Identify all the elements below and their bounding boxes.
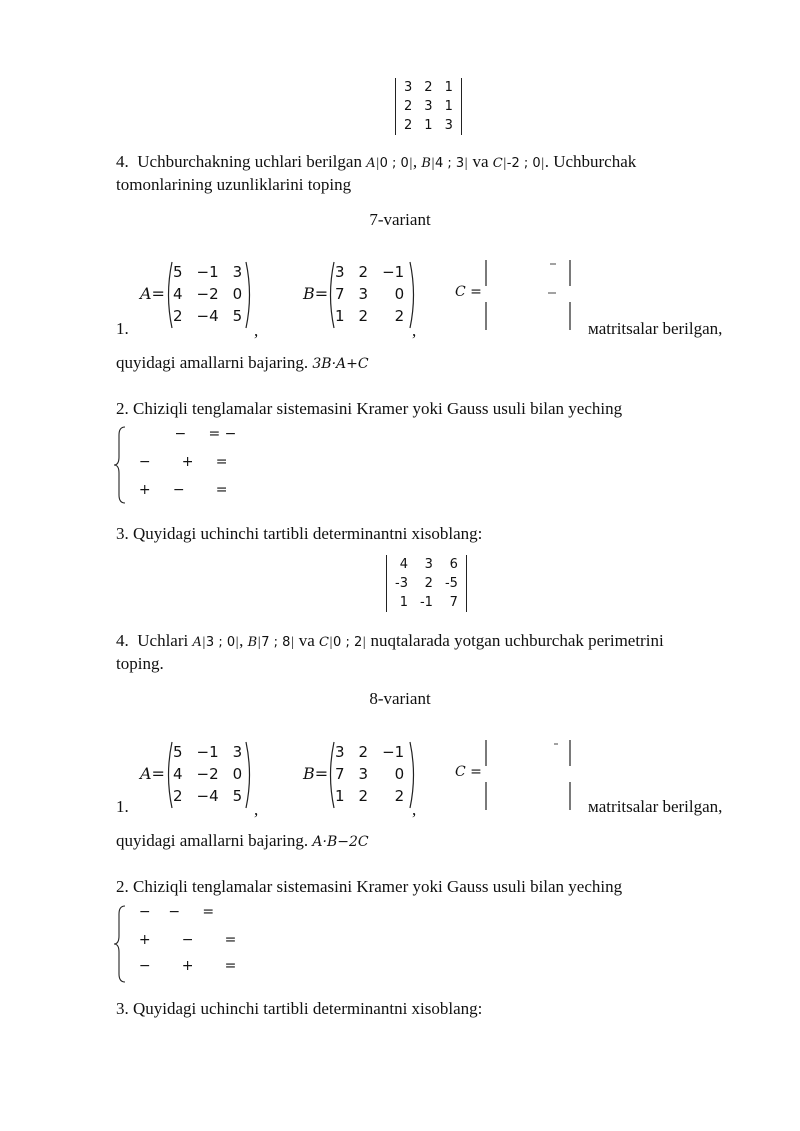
comma: , <box>412 800 417 819</box>
top-determinant <box>395 78 462 135</box>
matrix-cell: 2 <box>358 743 369 761</box>
matrix-cell: 4 <box>173 285 183 303</box>
matrix-cell: 3 <box>335 743 345 761</box>
matrix-cell: −1 <box>196 263 219 281</box>
point-a-coords: 0 ; 0 <box>379 156 409 171</box>
task-number: 1. <box>116 319 129 338</box>
conjunction: va <box>472 152 489 171</box>
task-text: Uchburchak <box>553 152 637 171</box>
matrix-cell: −2 <box>196 765 219 783</box>
task-text: 2. Chiziqli tenglamalar sistemasini Kramer yoki Gauss usuli bilan yeching <box>116 399 623 418</box>
matrix-cell: −2 <box>196 285 219 303</box>
det-cell: 2 <box>424 576 433 591</box>
system-brace <box>113 904 129 984</box>
matrix-cell: 1 <box>335 787 345 805</box>
det-cell: 2 <box>404 99 413 114</box>
matrix-cell: 7 <box>335 765 345 783</box>
matrix-cell: 5 <box>232 787 243 805</box>
task-text: мatritsalar berilgan, <box>588 797 723 816</box>
matrix-b <box>328 741 411 807</box>
matrix-b <box>328 261 411 327</box>
matrix-cell: 2 <box>394 787 405 805</box>
system-equation: − = − <box>130 426 237 442</box>
comma: , <box>254 800 259 819</box>
v8-task1-line2 <box>116 830 369 853</box>
v6-task4-line2: tomonlarining uzunliklarini toping <box>116 175 352 194</box>
matrix-cell: −4 <box>196 787 219 805</box>
det-cell: 2 <box>404 118 413 133</box>
matrix-cell: 4 <box>173 765 183 783</box>
conjunction: va <box>298 631 315 650</box>
v7-task4-line2: toping. <box>116 654 164 673</box>
v6-task4-line1: 4. Uchburchakning uchlari berilgan A|0 ; 0|, B|4 ; 3| va C|-2 ; 0|. Uchburchak <box>116 152 637 171</box>
point-b-coords: 4 ; 3 <box>434 156 465 171</box>
matrix-a-label: A= <box>140 284 165 303</box>
matrix-cell: 3 <box>232 263 243 281</box>
system-equation: − + = <box>130 958 237 974</box>
matrix-cell: 3 <box>232 743 243 761</box>
matrix-cell: −1 <box>382 743 405 761</box>
matrix-cell: 0 <box>394 765 405 783</box>
det-cell: 1 <box>444 80 453 95</box>
matrix-cell: 0 <box>232 765 243 783</box>
task-number: 1. <box>116 797 129 816</box>
system-equation: + − = <box>130 482 228 498</box>
point-c-coords: 0 ; 2 <box>333 635 363 650</box>
matrix-c-label: C = <box>455 284 482 300</box>
matrix-cell: 3 <box>335 263 345 281</box>
point-b-label: B <box>421 156 431 171</box>
point-c-label: C <box>492 156 503 171</box>
det-cell: 7 <box>449 595 458 610</box>
det-cell: 2 <box>424 80 433 95</box>
task-text: Uchlari <box>137 631 189 650</box>
system-equation: + − = <box>130 932 237 948</box>
expression: A·B−2C <box>312 834 369 850</box>
point-b-coords: 7 ; 8 <box>261 635 291 650</box>
task-number: 4. <box>116 631 129 650</box>
det-cell: 3 <box>424 557 433 572</box>
det-cell: 3 <box>444 118 453 133</box>
matrix-c-brackets <box>480 738 580 812</box>
det-cell: 1 <box>444 99 453 114</box>
system-equation: − + = <box>130 454 228 470</box>
task-text: quyidagi amallarni bajaring. <box>116 831 309 850</box>
comma: , <box>254 321 259 340</box>
det-cell: 4 <box>399 557 408 572</box>
system-brace <box>113 425 129 505</box>
v7-task4-line1: 4. Uchlari A|3 ; 0|, B|7 ; 8| va C|0 ; 2| nuqtalarada yotgan uchburchak perimetrini <box>116 631 664 650</box>
matrix-cell: 0 <box>232 285 243 303</box>
matrix-cell: −1 <box>196 743 219 761</box>
point-c-coords: -2 ; 0 <box>506 156 541 171</box>
matrix-cell: 5 <box>232 307 243 325</box>
matrix-cell: 2 <box>358 263 369 281</box>
matrix-a <box>166 741 249 807</box>
expression: 3B·A+C <box>312 356 369 372</box>
task-text: 3. Quyidagi uchinchi tartibli determinantni xisoblang: <box>116 524 483 543</box>
v7-task1-line2 <box>116 352 369 375</box>
point-c-label: C <box>319 635 329 650</box>
matrix-cell: 7 <box>335 285 345 303</box>
task-text: 2. Chiziqli tenglamalar sistemasini Kramer yoki Gauss usuli bilan yeching <box>116 877 623 896</box>
point-b-label: B <box>247 635 258 650</box>
det-cell: -1 <box>419 595 433 610</box>
det-cell: 1 <box>424 118 433 133</box>
task-text: Uchburchakning uchlari berilgan <box>137 152 362 171</box>
matrix-c-label: C = <box>455 764 482 780</box>
point-a-label: A <box>366 156 376 171</box>
task-number: 4. <box>116 152 129 171</box>
matrix-cell: 3 <box>358 285 369 303</box>
matrix-c-brackets <box>480 258 580 332</box>
system-equation: − − = <box>130 904 215 920</box>
matrix-a-label: A= <box>140 764 165 783</box>
matrix-cell: −4 <box>196 307 219 325</box>
matrix-cell: −1 <box>382 263 405 281</box>
matrix-cell: 1 <box>335 307 345 325</box>
task-text: 3. Quyidagi uchinchi tartibli determinantni xisoblang: <box>116 999 483 1018</box>
v7-determinant <box>386 555 467 612</box>
matrix-cell: 2 <box>173 787 183 805</box>
task-text: nuqtalarada yotgan uchburchak perimetrini <box>370 631 664 650</box>
matrix-cell: 3 <box>358 765 369 783</box>
variant-title: 8-variant <box>369 689 431 708</box>
matrix-b-label: B= <box>303 764 329 783</box>
variant-title: 7-variant <box>369 210 431 229</box>
det-cell: 3 <box>424 99 433 114</box>
comma: , <box>412 321 417 340</box>
det-cell: 3 <box>404 80 413 95</box>
matrix-cell: 2 <box>394 307 405 325</box>
det-cell: -3 <box>395 576 408 591</box>
matrix-b-label: B= <box>303 284 329 303</box>
task-text: quyidagi amallarni bajaring. <box>116 353 309 372</box>
det-cell: 1 <box>399 595 408 610</box>
point-a-label: A <box>192 635 202 650</box>
task-text: мatritsalar berilgan, <box>588 319 723 338</box>
matrix-cell: 5 <box>173 743 183 761</box>
point-a-coords: 3 ; 0 <box>205 635 236 650</box>
matrix-cell: 2 <box>173 307 183 325</box>
matrix-a <box>166 261 249 327</box>
matrix-cell: 2 <box>358 307 369 325</box>
det-cell: -5 <box>444 576 458 591</box>
matrix-cell: 0 <box>394 285 405 303</box>
matrix-cell: 2 <box>358 787 369 805</box>
matrix-cell: 5 <box>173 263 183 281</box>
det-cell: 6 <box>449 557 458 572</box>
